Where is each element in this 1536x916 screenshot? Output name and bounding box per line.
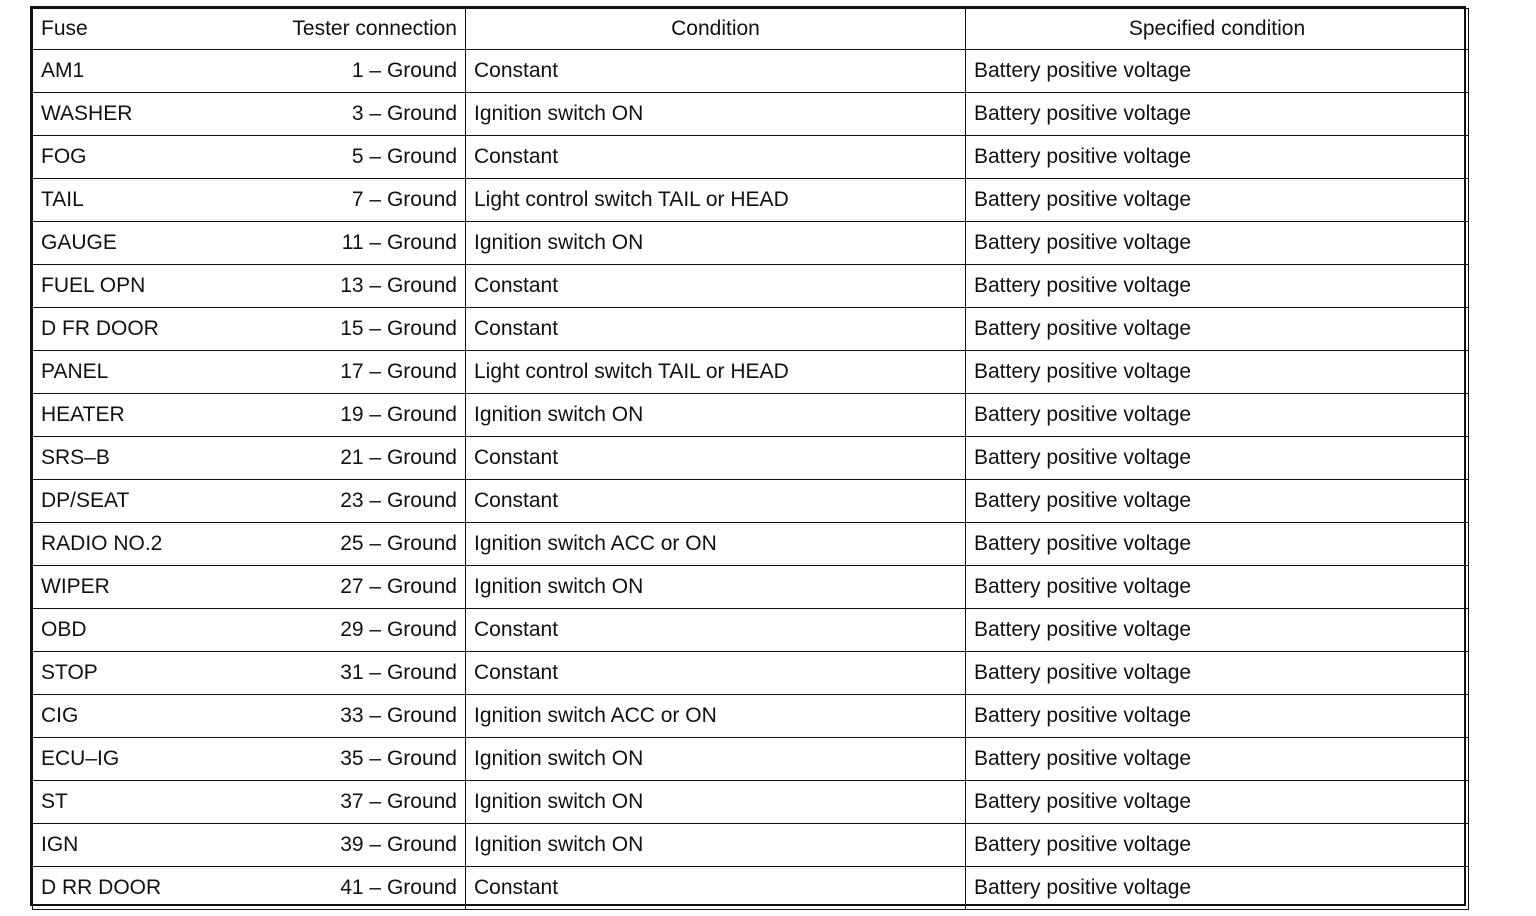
specified-condition-cell: Battery positive voltage <box>966 394 1469 437</box>
table-row <box>33 437 1469 480</box>
condition-cell: Constant <box>466 50 966 93</box>
header-fuse-tester-cell <box>33 9 466 50</box>
fuse-tester-cell <box>33 394 466 437</box>
fuse-tester-cell <box>33 824 466 867</box>
condition-cell: Constant <box>466 480 966 523</box>
table-row <box>33 824 1469 867</box>
specified-condition-cell: Battery positive voltage <box>966 652 1469 695</box>
table-row <box>33 523 1469 566</box>
tester-connection: 17 – Ground <box>340 360 457 383</box>
tester-connection: 15 – Ground <box>340 317 457 340</box>
condition-cell: Constant <box>466 867 966 910</box>
specified-condition-cell: Battery positive voltage <box>966 265 1469 308</box>
fuse-name: ECU–IG <box>41 747 120 770</box>
fuse-name: WIPER <box>41 575 110 598</box>
condition-cell: Constant <box>466 609 966 652</box>
specified-condition-cell: Battery positive voltage <box>966 351 1469 394</box>
tester-connection: 1 – Ground <box>351 59 457 82</box>
table-row <box>33 695 1469 738</box>
fuse-name: PANEL <box>41 360 109 383</box>
table-row <box>33 652 1469 695</box>
table-row <box>33 480 1469 523</box>
tester-connection: 35 – Ground <box>340 747 457 770</box>
fuse-tester-cell <box>33 523 466 566</box>
specified-condition-cell: Battery positive voltage <box>966 781 1469 824</box>
fuse-tester-cell <box>33 93 466 136</box>
fuse-name: D FR DOOR <box>41 317 159 340</box>
table-row <box>33 394 1469 437</box>
fuse-tester-cell <box>33 480 466 523</box>
tester-connection: 31 – Ground <box>340 661 457 684</box>
specified-condition-cell: Battery positive voltage <box>966 222 1469 265</box>
tester-connection: 27 – Ground <box>340 575 457 598</box>
fuse-tester-cell <box>33 738 466 781</box>
fuse-name: DP/SEAT <box>41 489 130 512</box>
fuse-tester-cell <box>33 437 466 480</box>
tester-connection: 25 – Ground <box>340 532 457 555</box>
specified-condition-cell: Battery positive voltage <box>966 437 1469 480</box>
fuse-tester-cell <box>33 781 466 824</box>
fuse-name: FOG <box>41 145 87 168</box>
header-condition: Condition <box>466 9 966 50</box>
fuse-name: CIG <box>41 704 79 727</box>
condition-cell: Ignition switch ACC or ON <box>466 523 966 566</box>
specified-condition-cell: Battery positive voltage <box>966 93 1469 136</box>
header-fuse: Fuse <box>41 17 88 40</box>
specified-condition-cell: Battery positive voltage <box>966 136 1469 179</box>
condition-cell: Ignition switch ON <box>466 93 966 136</box>
specified-condition-cell: Battery positive voltage <box>966 867 1469 910</box>
fuse-tester-cell <box>33 652 466 695</box>
condition-cell: Ignition switch ON <box>466 222 966 265</box>
table-row <box>33 867 1469 910</box>
table-header-row <box>33 9 1469 50</box>
fuse-tester-cell <box>33 222 466 265</box>
condition-cell: Ignition switch ON <box>466 824 966 867</box>
table-row <box>33 265 1469 308</box>
specified-condition-cell: Battery positive voltage <box>966 308 1469 351</box>
tester-connection: 41 – Ground <box>340 876 457 899</box>
condition-cell: Ignition switch ON <box>466 566 966 609</box>
fuse-name: D RR DOOR <box>41 876 162 899</box>
fuse-tester-cell <box>33 695 466 738</box>
fuse-tester-cell <box>33 867 466 910</box>
fuse-tester-cell <box>33 566 466 609</box>
fuse-name: OBD <box>41 618 87 641</box>
fuse-name: IGN <box>41 833 79 856</box>
condition-cell: Ignition switch ACC or ON <box>466 695 966 738</box>
fuse-inspection-table <box>32 8 1469 910</box>
specified-condition-cell: Battery positive voltage <box>966 566 1469 609</box>
table-row <box>33 781 1469 824</box>
specified-condition-cell: Battery positive voltage <box>966 824 1469 867</box>
fuse-name: FUEL OPN <box>41 274 146 297</box>
table-row <box>33 738 1469 781</box>
specified-condition-cell: Battery positive voltage <box>966 695 1469 738</box>
specified-condition-cell: Battery positive voltage <box>966 480 1469 523</box>
header-specified-condition: Specified condition <box>966 9 1469 50</box>
fuse-tester-cell <box>33 136 466 179</box>
fuse-tester-cell <box>33 609 466 652</box>
fuse-name: RADIO NO.2 <box>41 532 163 555</box>
fuse-name: TAIL <box>41 188 84 211</box>
fuse-name: GAUGE <box>41 231 117 254</box>
condition-cell: Constant <box>466 265 966 308</box>
fuse-name: HEATER <box>41 403 125 426</box>
fuse-tester-cell <box>33 265 466 308</box>
table-row <box>33 50 1469 93</box>
tester-connection: 21 – Ground <box>340 446 457 469</box>
condition-cell: Ignition switch ON <box>466 781 966 824</box>
tester-connection: 13 – Ground <box>340 274 457 297</box>
fuse-name: AM1 <box>41 59 85 82</box>
tester-connection: 39 – Ground <box>340 833 457 856</box>
specified-condition-cell: Battery positive voltage <box>966 738 1469 781</box>
table-row <box>33 136 1469 179</box>
fuse-tester-cell <box>33 308 466 351</box>
tester-connection: 29 – Ground <box>340 618 457 641</box>
table-row <box>33 179 1469 222</box>
fuse-name: WASHER <box>41 102 133 125</box>
table-row <box>33 609 1469 652</box>
fuse-name: SRS–B <box>41 446 110 469</box>
condition-cell: Light control switch TAIL or HEAD <box>466 179 966 222</box>
tester-connection: 23 – Ground <box>340 489 457 512</box>
table-body <box>33 50 1469 910</box>
fuse-name: ST <box>41 790 68 813</box>
condition-cell: Constant <box>466 308 966 351</box>
specified-condition-cell: Battery positive voltage <box>966 179 1469 222</box>
condition-cell: Ignition switch ON <box>466 394 966 437</box>
table-row <box>33 93 1469 136</box>
specified-condition-cell: Battery positive voltage <box>966 609 1469 652</box>
condition-cell: Ignition switch ON <box>466 738 966 781</box>
header-tester-connection: Tester connection <box>292 17 457 40</box>
condition-cell: Constant <box>466 652 966 695</box>
fuse-inspection-table-container <box>30 6 1466 906</box>
fuse-tester-cell <box>33 50 466 93</box>
tester-connection: 11 – Ground <box>341 231 457 254</box>
tester-connection: 3 – Ground <box>351 102 457 125</box>
table-row <box>33 351 1469 394</box>
condition-cell: Constant <box>466 437 966 480</box>
tester-connection: 33 – Ground <box>340 704 457 727</box>
condition-cell: Light control switch TAIL or HEAD <box>466 351 966 394</box>
table-row <box>33 222 1469 265</box>
table-row <box>33 308 1469 351</box>
specified-condition-cell: Battery positive voltage <box>966 523 1469 566</box>
fuse-tester-cell <box>33 351 466 394</box>
tester-connection: 5 – Ground <box>351 145 457 168</box>
table-row <box>33 566 1469 609</box>
fuse-tester-cell <box>33 179 466 222</box>
tester-connection: 19 – Ground <box>340 403 457 426</box>
tester-connection: 37 – Ground <box>340 790 457 813</box>
tester-connection: 7 – Ground <box>351 188 457 211</box>
condition-cell: Constant <box>466 136 966 179</box>
fuse-name: STOP <box>41 661 98 684</box>
specified-condition-cell: Battery positive voltage <box>966 50 1469 93</box>
